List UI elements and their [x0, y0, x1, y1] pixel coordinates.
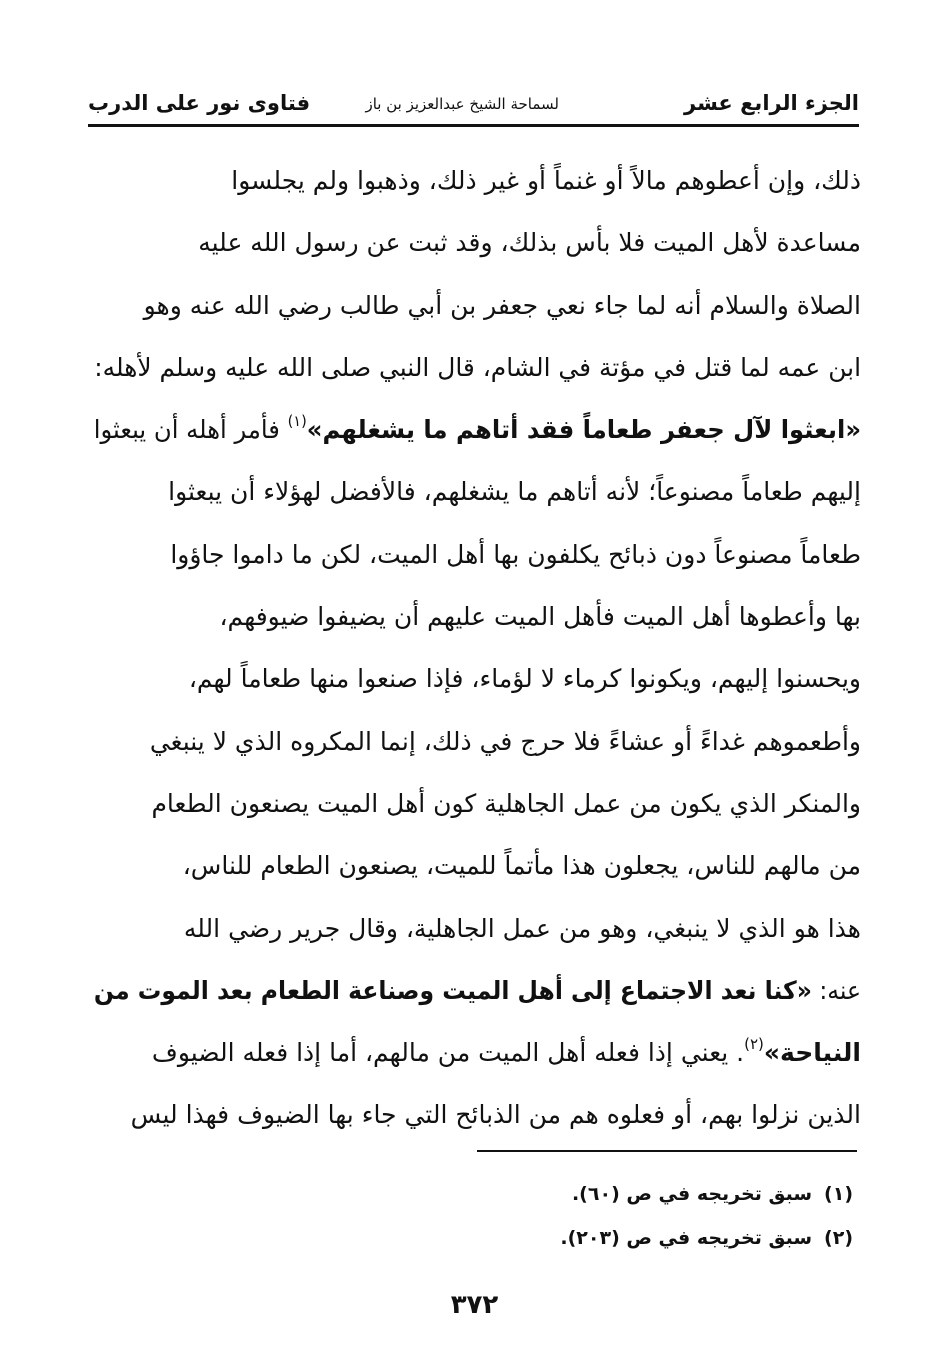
footnote-number: (٢): [824, 1227, 853, 1249]
text-line: مساعدة لأهل الميت فلا بأس بذلك، وقد ثبت عن رسول الله عليه: [198, 228, 861, 258]
text-segment: . يعني إذا فعله أهل الميت من مالهم، أما إذا فعله الضيوف: [151, 1038, 745, 1068]
athar-quote: «كنا نعد الاجتماع إلى أهل الميت وصناعة الطعام بعد الموت من: [93, 975, 812, 1005]
footnote-text: سبق تخريجه في ص (٦٠).: [571, 1183, 813, 1205]
athar-quote-end: النياحة»: [763, 1038, 861, 1068]
text-segment: فأمر أهله أن يبعثوا: [93, 415, 288, 445]
hadith-quote: «ابعثوا لآل جعفر طعاماً فقد أتاهم ما يشغلهم»: [306, 415, 861, 445]
text-line: [93, 399, 861, 461]
volume-label: الجزء الرابع عشر: [684, 91, 859, 115]
running-header: [88, 88, 859, 127]
text-segment: عنه:: [811, 975, 861, 1005]
text-line: إليهم طعاماً مصنوعاً؛ لأنه أتاهم ما يشغلهم، فالأفضل لهؤلاء أن يبعثوا: [168, 477, 861, 507]
footnote-ref: (٢): [744, 1035, 764, 1054]
text-line: ويحسنوا إليهم، ويكونوا كرماء لا لؤماء، فإذا صنعوا منها طعاماً لهم،: [188, 664, 861, 694]
author-credit: لسماحة الشيخ عبدالعزيز بن باز: [365, 95, 559, 113]
text-line: [93, 960, 861, 1022]
footnote-number: (١): [824, 1183, 853, 1205]
text-line: ذلك، وإن أعطوهم مالاً أو غنماً أو غير ذلك، وذهبوا ولم يجلسوا: [231, 166, 861, 195]
text-line: والمنكر الذي يكون من عمل الجاهلية كون أهل الميت يصنعون الطعام: [151, 788, 861, 818]
main-text: [94, 150, 861, 1147]
page-number: ٣٧٢: [450, 1290, 499, 1320]
footnote-separator: [477, 1150, 857, 1152]
text-line: بها وأعطوها أهل الميت فأهل الميت عليهم أن يضيفوا ضيوفهم،: [219, 602, 861, 632]
text-line: هذا هو الذي لا ينبغي، وهو من عمل الجاهلية، وقال جرير رضي الله: [183, 913, 861, 943]
footnote: [300, 1216, 853, 1260]
text-line: طعاماً مصنوعاً دون ذبائح يكلفون بها أهل الميت، لكن ما داموا جاؤوا: [170, 539, 861, 569]
text-line: الصلاة والسلام أنه لما جاء نعي جعفر بن أبي طالب رضي الله عنه وهو: [143, 290, 861, 320]
footnotes: [300, 1172, 853, 1260]
text-line: من مالهم للناس، يجعلون هذا مأتماً للميت، يصنعون الطعام للناس،: [182, 851, 861, 881]
text-line: ابن عمه لما قتل في مؤتة في الشام، قال النبي صلى الله عليه وسلم لأهله:: [94, 352, 862, 382]
book-title: فتاوى نور على الدرب: [88, 91, 311, 115]
text-line: الذين نزلوا بهم، أو فعلوه هم من الذبائح التي جاء بها الضيوف فهذا ليس: [130, 1100, 861, 1130]
text-line: [94, 1022, 861, 1084]
footnote-ref: (١): [287, 412, 307, 431]
footnote-text: سبق تخريجه في ص (٢٠٣).: [560, 1227, 813, 1249]
footnote: [300, 1172, 853, 1216]
text-line: وأطعموهم غداءً أو عشاءً فلا حرج في ذلك، إنما المكروه الذي لا ينبغي: [149, 726, 861, 756]
